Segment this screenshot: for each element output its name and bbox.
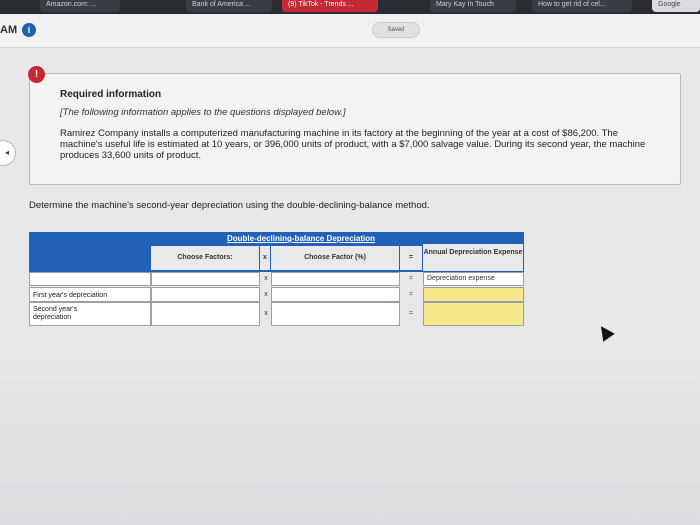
factor-pct-select-3[interactable] <box>271 302 400 326</box>
chevron-left-icon: ◂ <box>4 148 9 157</box>
output-label-cell <box>423 272 524 286</box>
worksheet-header <box>29 232 524 272</box>
question-prompt: Determine the machine's second-year depreciation using the double-declining-balance method. <box>29 200 430 211</box>
clock-fragment: AM <box>0 24 18 36</box>
browser-tab-strip <box>0 0 700 14</box>
table-row <box>29 287 524 302</box>
mouse-cursor-icon <box>595 322 614 341</box>
factor-pct-select-1[interactable] <box>271 272 400 286</box>
first-year-depreciation-output[interactable] <box>423 287 524 302</box>
required-info-body: Ramirez Company installs a computerized manufacturing machine in its factory at the beginning of the year at a cost of $86,200. The machine's useful life is estimated at 10 years, or 396,000 units of product, with a $7,000 salvage value. During its second year, the machine produces 33,600 units of product. <box>60 128 646 161</box>
factor-pct-select-2[interactable] <box>271 287 400 302</box>
previous-question-button[interactable] <box>0 140 16 166</box>
second-year-depreciation-output[interactable] <box>423 302 524 326</box>
header-choose-factor-pct: Choose Factor (%) <box>271 246 399 270</box>
row-label-cell <box>29 287 151 302</box>
required-info-subtitle: [The following information applies to the questions displayed below.] <box>60 107 346 118</box>
depreciation-worksheet <box>29 232 524 326</box>
saved-status-badge: Saved <box>372 22 420 38</box>
header-choose-factors: Choose Factors: <box>151 246 259 270</box>
header-equals: = <box>400 246 422 270</box>
browser-tab-2[interactable]: Bank of America ... <box>186 0 272 12</box>
row-label: First year's depreciation <box>33 292 108 299</box>
header-multiply: x <box>260 246 270 270</box>
assignment-header <box>0 14 700 48</box>
alert-icon: ! <box>28 66 45 83</box>
required-info-title: Required information <box>60 89 162 100</box>
table-row <box>29 272 524 286</box>
row-label-cell <box>29 302 151 326</box>
header-annual-depreciation: Annual Depreciation Expense <box>423 244 523 271</box>
multiply-sign: x <box>264 275 268 282</box>
browser-tab-1[interactable]: Amazon.com: ... <box>40 0 120 12</box>
depreciation-expense-label: Depreciation expense <box>427 275 495 282</box>
factor-select-1[interactable] <box>151 272 260 286</box>
browser-tab-6[interactable]: Google <box>652 0 700 12</box>
factor-select-2[interactable] <box>151 287 260 302</box>
equals-sign: = <box>408 275 414 282</box>
multiply-sign: x <box>264 310 268 317</box>
worksheet-title: Double-declining-balance Depreciation <box>226 234 376 243</box>
row-label: Second year's depreciation <box>33 306 78 321</box>
table-row <box>29 302 524 326</box>
info-icon[interactable]: i <box>22 23 36 37</box>
row-label-cell <box>29 272 151 286</box>
equals-sign: = <box>408 310 414 317</box>
browser-tab-5[interactable]: How to get rid of cel... <box>532 0 632 12</box>
page-background <box>0 340 700 525</box>
browser-tab-4[interactable]: Mary Kay In Touch <box>430 0 516 12</box>
browser-tab-3[interactable]: (9) TikTok - Trends ... <box>282 0 378 12</box>
equals-sign: = <box>408 291 414 298</box>
factor-select-3[interactable] <box>151 302 260 326</box>
multiply-sign: x <box>264 291 268 298</box>
